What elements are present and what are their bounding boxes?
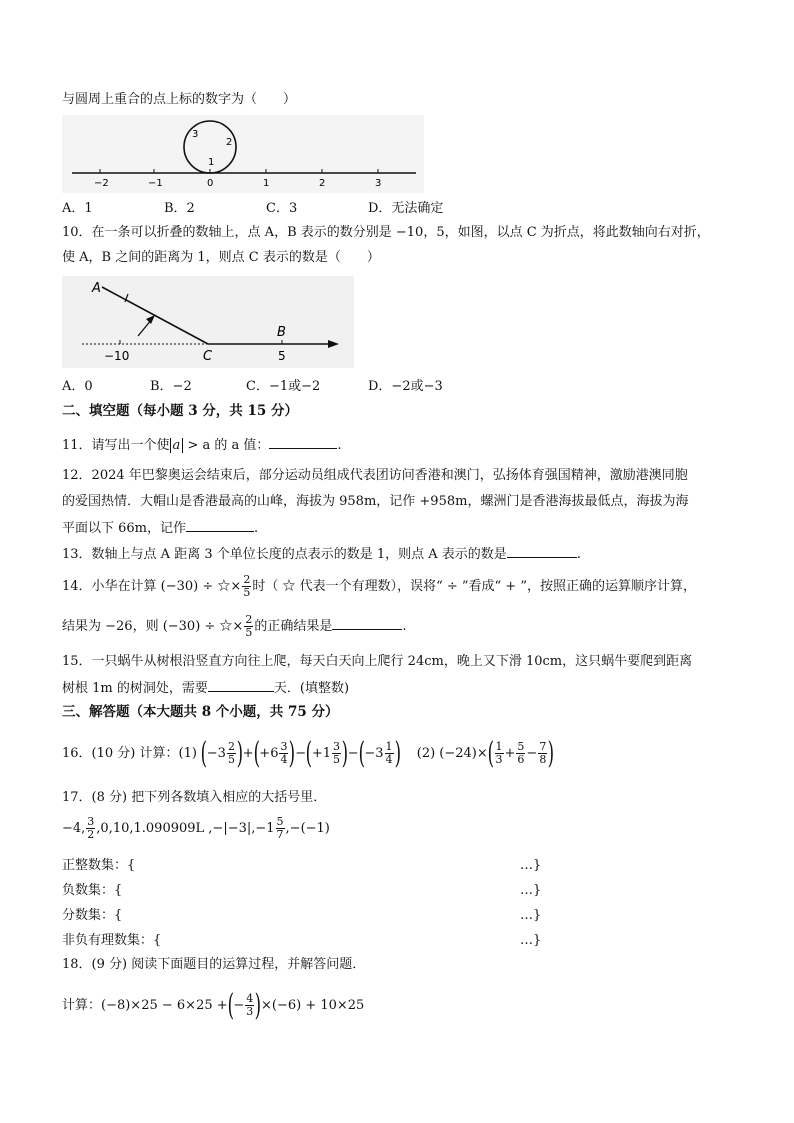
q17-set-negatives: 负数集：{ [62, 883, 123, 898]
q9-tick-label: 0 [207, 178, 214, 189]
q9-tick-label: 1 [263, 178, 270, 189]
q17-set-fractions: 分数集：{ [62, 908, 123, 923]
q14-fraction: $\frac{2}{5}$ [245, 613, 253, 639]
q9-circle-number-2: 2 [226, 137, 233, 148]
q9-number-line-figure [62, 115, 424, 193]
section2-title: 二、填空题（每小题 3 分，共 15 分） [62, 403, 298, 419]
q18-title: 18．(9 分) 阅读下面题目的运算过程，并解答问题． [62, 957, 366, 972]
q9-option-d: D．无法确定 [368, 201, 444, 216]
q12-line1: 12．2024 年巴黎奥运会结束后，部分运动员组成代表团访问香港和澳门，弘扬体育强国精神，激励港澳同胞 [62, 468, 688, 483]
q17-set-positive-integers: 正整数集：{ [62, 858, 136, 873]
q10-label-b: B [277, 325, 286, 340]
q17-set-end: …} [520, 933, 542, 948]
q10-label-neg10: −10 [104, 349, 130, 363]
q9-tick-label: 3 [375, 178, 382, 189]
q15-line1: 15．一只蜗牛从树根沿竖直方向往上爬，每天白天向上爬行 24cm，晚上又下滑 10cm，这只蜗牛要爬到距离 [62, 654, 693, 669]
q9-tick-label: −2 [94, 178, 109, 189]
q10-stem-line2: 使 A，B 之间的距离为 1，则点 C 表示的数是（ ） [62, 250, 380, 265]
q10-option-a: A．0 [62, 379, 93, 394]
q17-set-end: …} [520, 908, 542, 923]
q10-label-a: A [92, 281, 101, 296]
q17-title: 17．(8 分) 把下列各数填入相应的大括号里． [62, 790, 327, 805]
q14-line2: 结果为 −26，则 (−30) ÷ ☆× $\frac{2}{5}$ 的正确结果是 . [62, 613, 407, 639]
q17-set-nonnegative-rationals: 非负有理数集：{ [62, 933, 162, 948]
q9-tick-label: 2 [319, 178, 326, 189]
q11-abs-value: a [170, 438, 184, 453]
q10-label-5: 5 [278, 349, 286, 363]
q14-fraction: $\frac{2}{5}$ [243, 573, 251, 599]
q17-set-end: …} [520, 858, 542, 873]
q9-stem: 与圆周上重合的点上标的数字为（ ） [62, 92, 297, 107]
q9-circle-number-1: 1 [208, 157, 215, 168]
q9-option-b: B．2 [164, 201, 195, 216]
q9-tick-label: −1 [148, 178, 163, 189]
q12-line3: 平面以下 66m，记作 . [62, 521, 259, 536]
q15-answer-blank[interactable] [208, 679, 274, 692]
q9-option-c: C．3 [266, 201, 298, 216]
q15-line2: 树根 1m 的树洞处，需要 天．(填整数) [62, 681, 350, 696]
q18-calculation: 计算：(−8)×25 − 6×25 +(− $\frac{4}{3}$ )×(−6) + 10×25 [62, 987, 365, 1023]
q10-label-c: C [203, 349, 213, 364]
q17-set-end: …} [520, 883, 542, 898]
q13: 13．数轴上与点 A 距离 3 个单位长度的点表示的数是 1，则点 A 表示的数是 . [62, 547, 581, 562]
q11-answer-blank[interactable] [269, 436, 337, 449]
q9-option-a: A．1 [62, 201, 93, 216]
q12-answer-blank[interactable] [186, 519, 254, 532]
q10-folding-figure [62, 276, 354, 368]
q11: 11．请写出一个使 a > a 的 a 值： . [62, 438, 342, 453]
q9-circle-number-3: 3 [192, 129, 199, 140]
q14-answer-blank[interactable] [332, 617, 402, 630]
q10-option-b: B．−2 [150, 379, 192, 394]
q12-line2: 的爱国热情．大帽山是香港最高的山峰，海拔为 958m，记作 +958m，螺洲门是香港海拔最低点，海拔为海 [62, 494, 689, 509]
q17-number-list: −4, $\frac{3}{2}$ ,0,10,1.090909L ,−|−3|,−1 $\frac{5}{7}$ ,−(−1) [62, 815, 330, 841]
section3-title: 三、解答题（本大题共 8 个小题，共 75 分） [62, 704, 339, 720]
q10-stem-line1: 10．在一条可以折叠的数轴上，点 A，B 表示的数分别是 −10，5，如图，以点 C 为折点，将此数轴向右对折， [62, 225, 710, 240]
q13-answer-blank[interactable] [507, 545, 577, 558]
q16: 16．(10 分) 计算：(1) (−3 $\frac{2}{5}$ )+(+6 $\frac{3}{4}$ )−(+1 $\frac{3}{5}$ )−(−3 $\frac{1}{4}$ ) (2) (−24)×( $\frac{1}{3}$ + $\frac{5}{6}$ − $\frac{7}{8}$ ) [62, 735, 555, 771]
q14-line1: 14．小华在计算 (−30) ÷ ☆× $\frac{2}{5}$ 时（ ☆ 代表一个有理数），误将“ ÷ ”看成“ + ”，按照正确的运算顺序计算， [62, 573, 696, 599]
q10-option-d: D．−2或−3 [368, 379, 443, 394]
q10-option-c: C．−1或−2 [246, 379, 321, 394]
